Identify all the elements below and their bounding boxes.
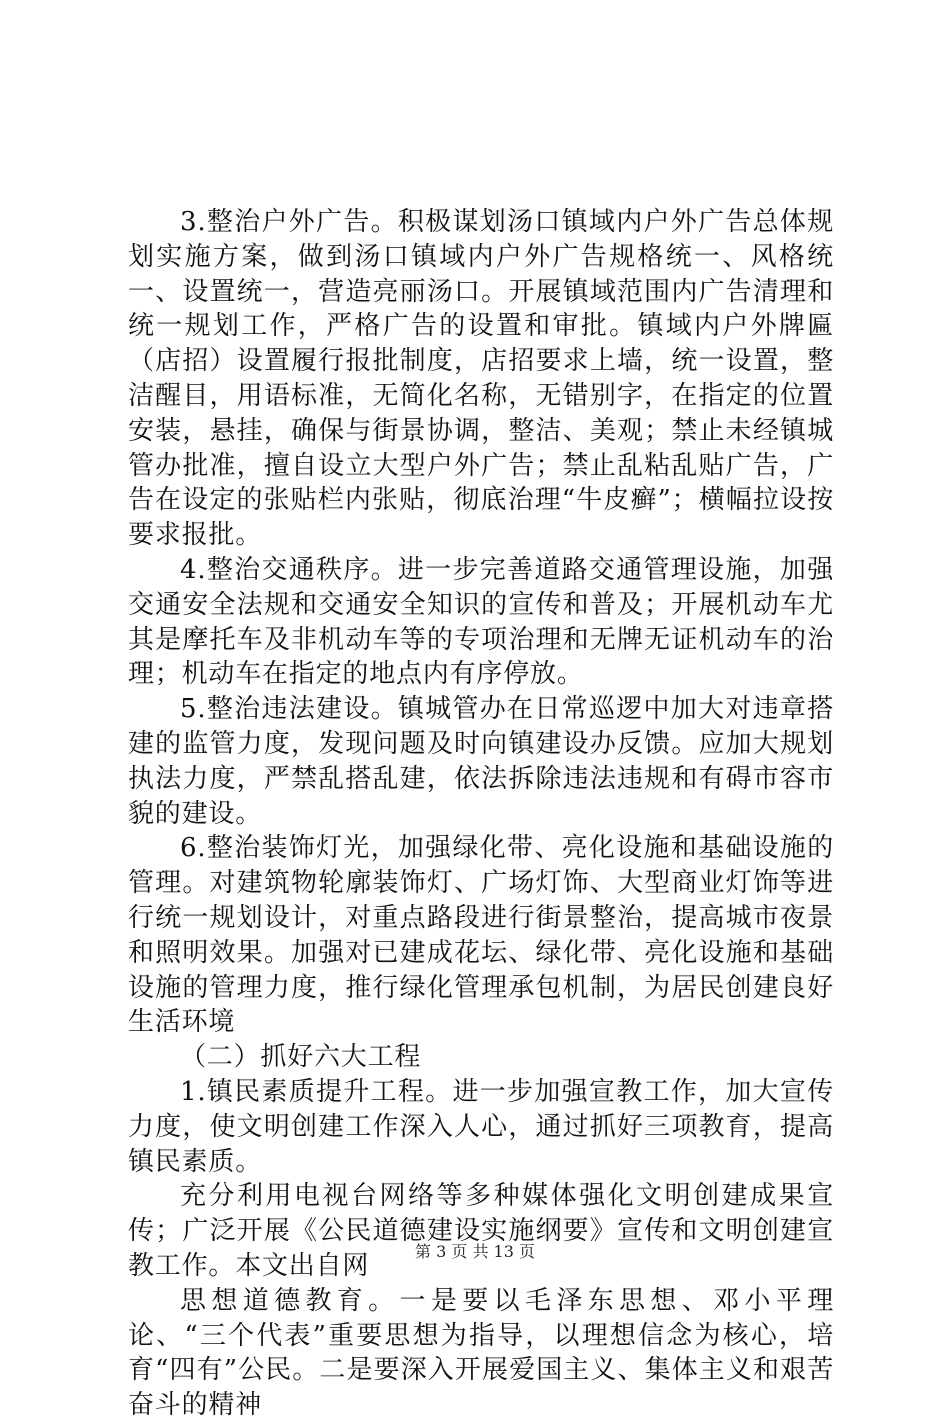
paragraph-moral-education: 思想道德教育。一是要以毛泽东思想、邓小平理论、“三个代表”重要思想为指导，以理想信念为核心，培育“四有”公民。二是要深入开展爱国主义、集体主义和艰苦奋斗的精神: [128, 1285, 834, 1421]
paragraph-citizen-quality: 1.镇民素质提升工程。进一步加强宣教工作，加大宣传力度，使文明创建工作深入人心，通过抓好三项教育，提高镇民素质。: [128, 1076, 834, 1177]
paragraph-traffic-order: 4.整治交通秩序。进一步完善道路交通管理设施，加强交通安全法规和交通安全知识的宣传和普及；开展机动车尤其是摩托车及非机动车等的专项治理和无牌无证机动车的治理；机动车在指定的地点内有序停放。: [128, 554, 834, 690]
page-number-footer: 第 3 页 共 13 页: [415, 1242, 535, 1261]
document-body: [128, 205, 834, 1423]
section-heading-six-projects: （二）抓好六大工程: [180, 1042, 422, 1073]
paragraph-illegal-construction: 5.整治违法建设。镇城管办在日常巡逻中加大对违章搭建的监管力度，发现问题及时向镇建设办反馈。应加大规划执法力度，严禁乱搭乱建，依法拆除违法违规和有碍市容市貌的建设。: [128, 694, 834, 829]
paragraph-outdoor-ads: 3.整治户外广告。积极谋划汤口镇域内户外广告总体规划实施方案，做到汤口镇域内户外广告规格统一、风格统一、设置统一，营造亮丽汤口。开展镇域范围内广告清理和统一规划工作，严格广告的设置和审批。镇域内户外牌匾（店招）设置履行报批制度，店招要求上墙，统一设置，整洁醒目，用语标准，无简化名称，无错别字，在指定的位置安装，悬挂，确保与街景协调，整洁、美观；禁止未经镇城管办批准，擅自设立大型户外广告；禁止乱粘乱贴广告，广告在设定的张贴栏内张贴，彻底治理“牛皮癣”；横幅拉设按要求报批。: [128, 207, 834, 551]
paragraph-media-publicity: 充分利用电视台网络等多种媒体强化文明创建成果宣传；广泛开展《公民道德建设实施纲要》宣传和文明创建宣教工作。本文出自网: [128, 1181, 834, 1281]
paragraph-decorative-lighting: 6.整治装饰灯光，加强绿化带、亮化设施和基础设施的管理。对建筑物轮廓装饰灯、广场灯饰、大型商业灯饰等进行统一规划设计，对重点路段进行街景整治，提高城市夜景和照明效果。加强对已建成花坛、绿化带、亮化设施和基础设施的管理力度，推行绿化管理承包机制，为居民创建良好生活环境: [128, 833, 834, 1038]
